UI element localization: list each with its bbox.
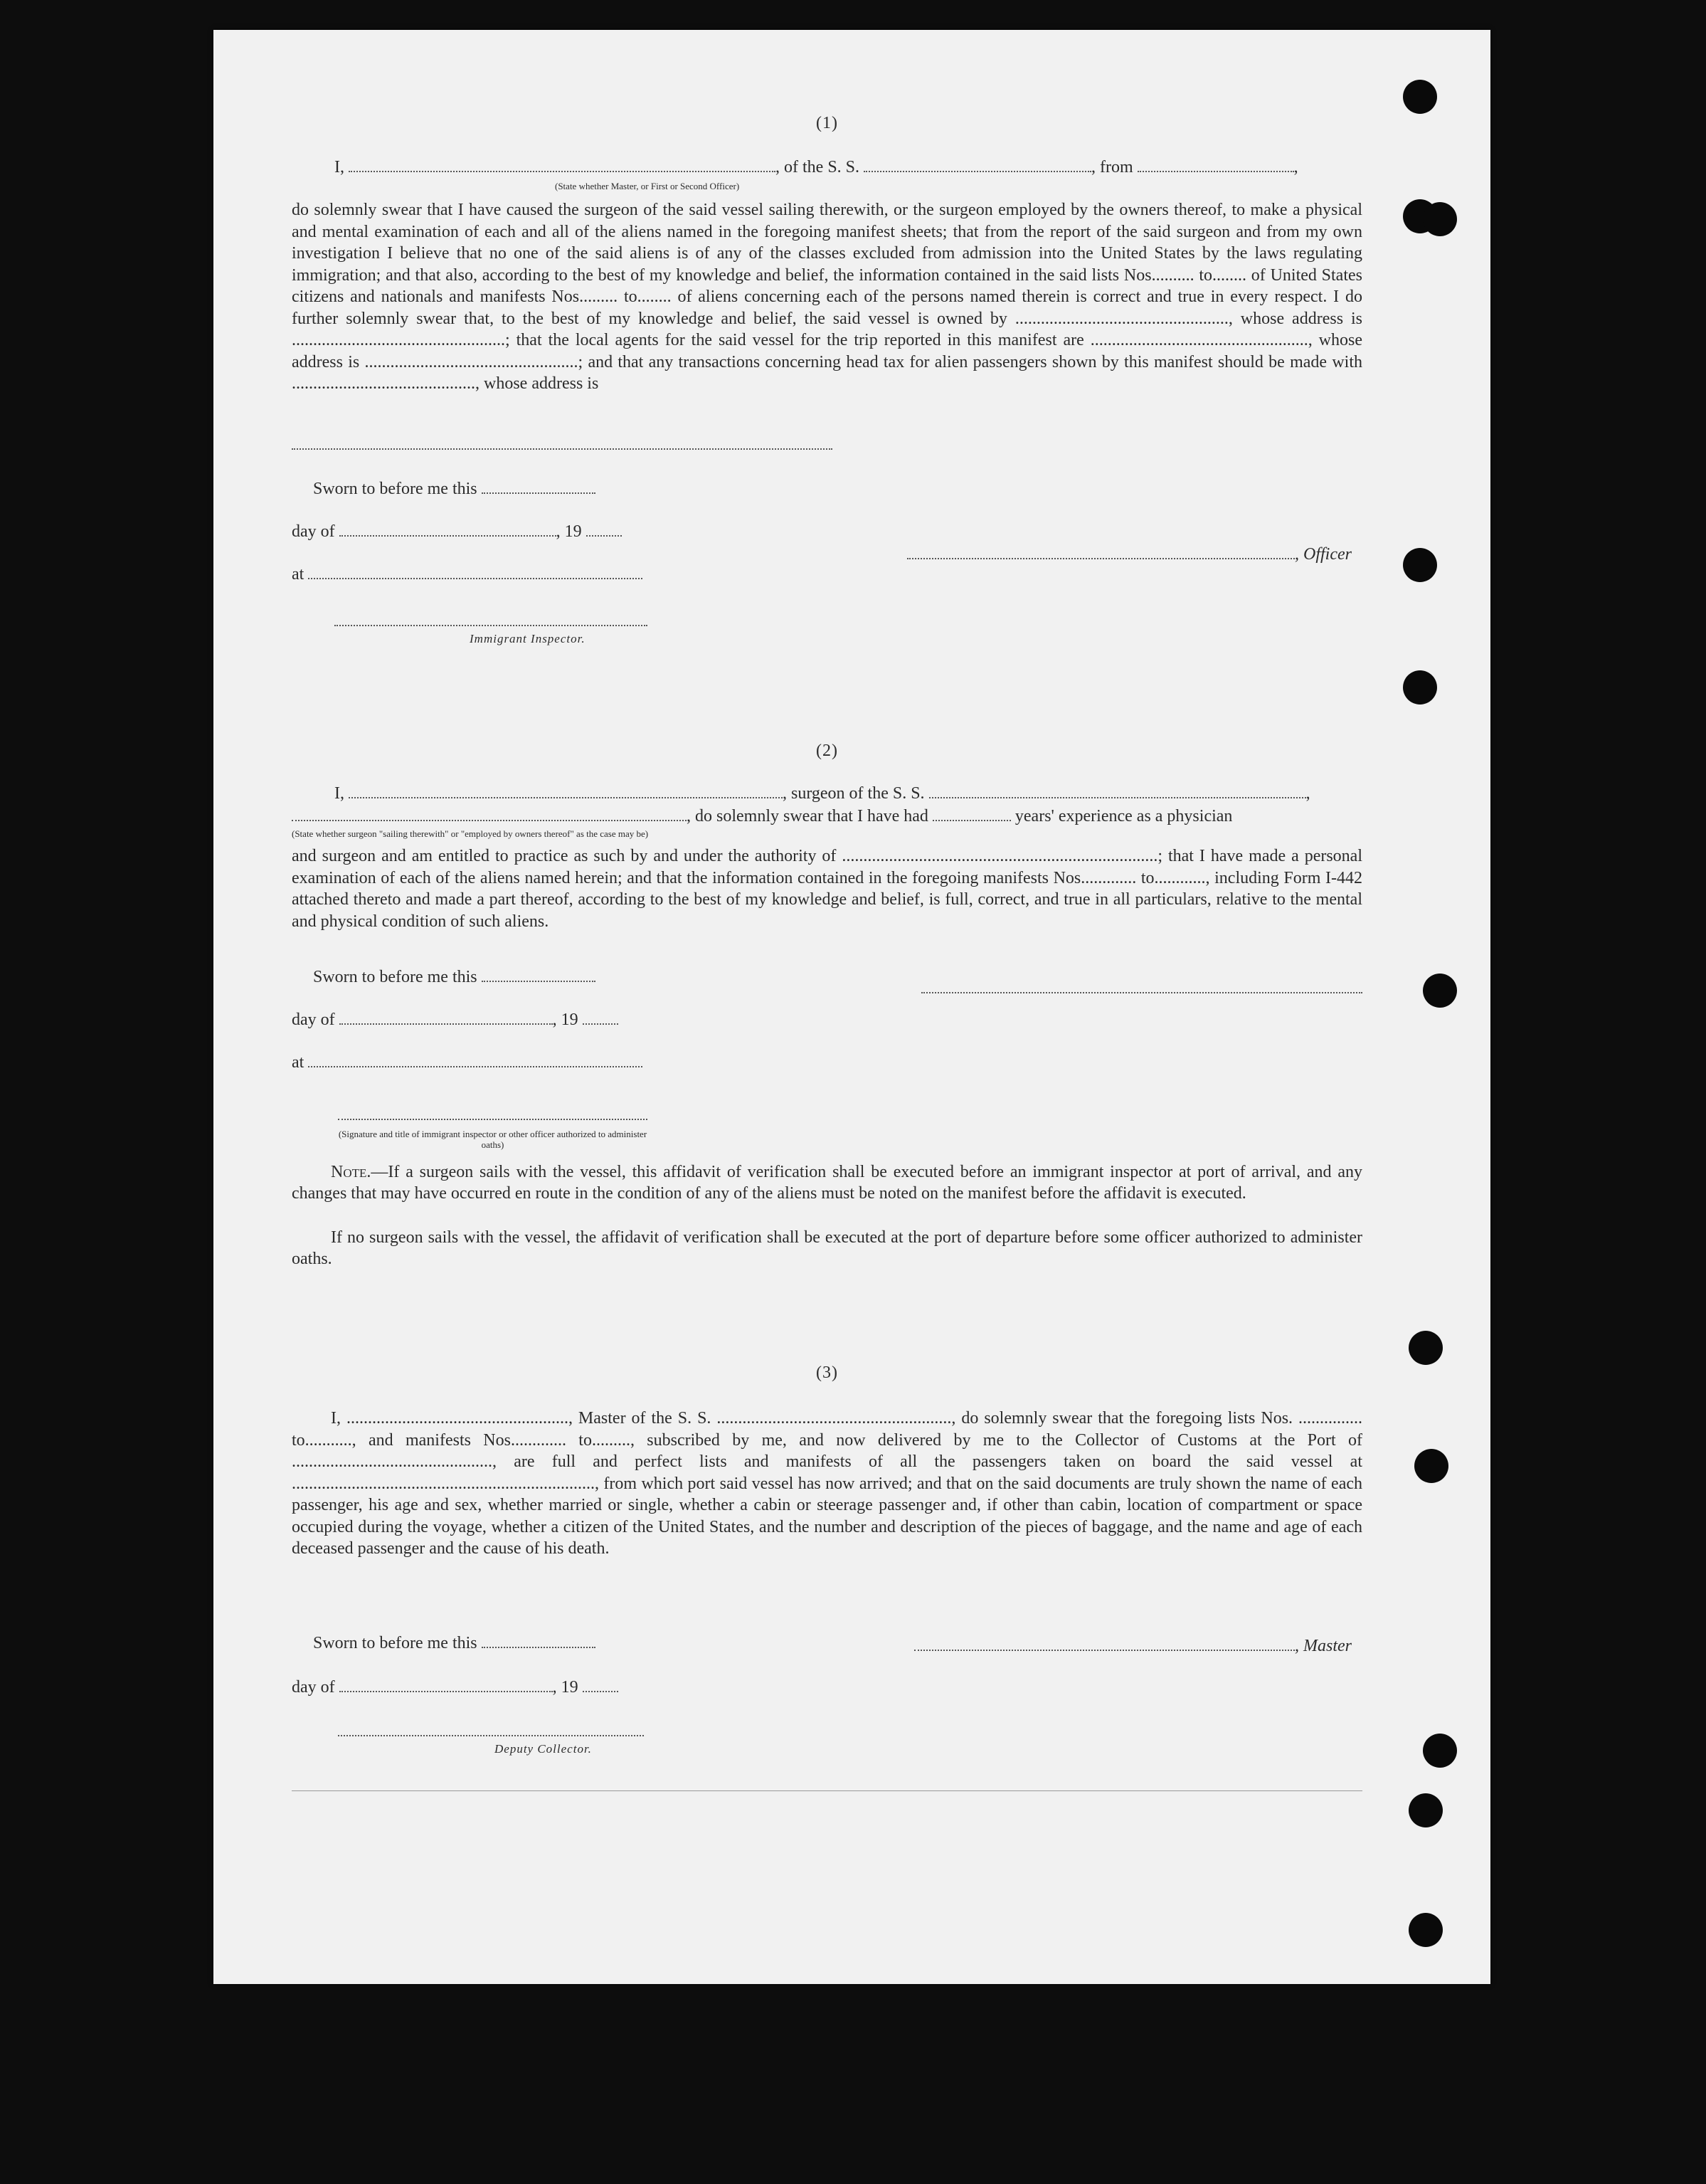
sworn-date-field[interactable] [482,966,595,982]
master-caption: (State whether Master, or First or Second Officer) [555,181,740,191]
surgeon-status-field[interactable] [292,806,687,821]
inspector-caption: Immigrant Inspector. [470,632,586,645]
binder-hole [1409,1331,1443,1365]
section-number: (3) [816,1363,838,1382]
officer-signature-field[interactable] [907,544,1295,559]
surgeon-name-field[interactable] [349,783,783,798]
day-field[interactable] [339,1677,553,1692]
year-field[interactable] [583,1009,618,1025]
binder-hole [1403,670,1437,705]
form-page [213,30,1490,1984]
day-line: day of , 19 [292,1677,618,1698]
signature-caption: (Signature and title of immigrant inspector or other officer authorized to administer oaths) [338,1129,647,1150]
binder-hole [1409,1793,1443,1827]
section-2-body: and surgeon and am entitled to practice as such by and under the authority of ..........................................................................; that I have made a personal examination of each of the aliens named herein; and that the information contained in the foregoing manifests Nos............. to............, including Form I-442 attached thereto and made a part thereof, according to the best of my knowledge and belief, is full, correct, and true in all particulars, relative to the mental and physical condition of such aliens. [292,847,1362,931]
section-2 [292,742,1362,761]
name-field[interactable] [349,157,775,172]
binder-hole [1423,1734,1457,1768]
year-field[interactable] [583,1677,618,1692]
bottom-rule [292,1790,1362,1791]
section-number: (1) [816,114,838,132]
master-signature-field[interactable] [914,1635,1295,1651]
sworn-line: Sworn to before me this [313,966,595,988]
master-line: , Master [914,1635,1352,1657]
section-3 [292,1363,1362,1383]
surgeon-line-2: , do solemnly swear that I have had years' experience as a physician [292,806,1362,827]
surgeon-vessel-field[interactable] [929,783,1306,798]
binder-hole [1403,548,1437,582]
at-field[interactable] [308,1052,642,1067]
officer-line: , Officer [907,544,1352,565]
oath-line-1: I, , of the S. S. , from , [334,158,1298,176]
day-field[interactable] [339,1009,553,1025]
deputy-caption: Deputy Collector. [494,1742,592,1756]
address-line[interactable] [292,448,832,450]
binder-hole [1423,974,1457,1008]
binder-hole [1409,1913,1443,1947]
section-1 [292,114,1362,133]
section-3-body: I, ...................................................., Master of the S. S. ......................................................., do solemnly swear that the foregoing lists Nos. ............... to..........., and manifests Nos............. to........., subscribed by me, and now delivered by me to the Collector of Customs at the Port of ..............................................., are full and perfect lists and manifests of all the passengers taken on board the said vessel at ......................................................................., from which port said vessel has now arrived; and that on the said documents are truly shown the name of each passenger, his age and sex, whether married or single, whether a cabin or steerage passenger and, if other than cabin, location of compartment or space occupied during the voyage, whether a citizen of the United States, and the number and description of the pieces of baggage, and the name and age of each deceased passenger and the cause of his death. [292,1409,1362,1558]
surgeon-caption: (State whether surgeon "sailing therewith" or "employed by owners thereof" as the case may be) [292,828,649,839]
sworn-line: Sworn to before me this [313,478,595,500]
binder-hole [1423,202,1457,236]
surgeon-line-1: I, , surgeon of the S. S. , [334,784,1310,803]
surgeon-signature-line[interactable] [921,992,1362,993]
day-field[interactable] [339,521,556,537]
binder-hole [1414,1449,1448,1483]
inspector-signature-line[interactable] [338,1119,647,1120]
day-line: day of , 19 [292,521,622,542]
note-paragraph: Note.—If a surgeon sails with the vessel, this affidavit of verification shall be executed before an immigrant inspector at port of arrival, and any changes that may have occurred en route in the condition of any of the aliens must be noted on the manifest before the affidavit is executed. [292,1163,1362,1203]
sworn-date-field[interactable] [482,478,595,494]
years-field[interactable] [933,806,1011,821]
binder-hole [1403,80,1437,114]
note-paragraph-2: If no surgeon sails with the vessel, the affidavit of verification shall be executed at the port of departure before some officer authorized to administer oaths. [292,1228,1362,1268]
at-field[interactable] [308,564,642,579]
inspector-signature-line[interactable] [334,625,647,626]
collector-signature-line[interactable] [338,1735,644,1736]
vessel-field[interactable] [864,157,1091,172]
sworn-date-field[interactable] [482,1632,595,1648]
section-number: (2) [816,742,838,760]
at-line: at [292,564,642,585]
at-line: at [292,1052,642,1073]
from-field[interactable] [1138,157,1294,172]
day-line: day of , 19 [292,1009,618,1030]
sworn-line: Sworn to before me this [313,1632,595,1654]
year-field[interactable] [586,521,622,537]
section-1-body: do solemnly swear that I have caused the surgeon of the said vessel sailing therewith, or the surgeon employed by the owners thereof, to make a physical and mental examination of each and all of the aliens named in the foregoing manifest sheets; that from the report of the said surgeon and from my own investigation I believe that no one of the said aliens is of any of the classes excluded from admission into the United States by the laws regulating immigration; and that also, according to the best of my knowledge and belief, the information contained in the said lists Nos.......... to........ of United States citizens and nationals and manifests Nos......... to........ of aliens concerning each of the persons named therein is correct and true in every respect. I do further solemnly swear that, to the best of my knowledge and belief, the said vessel is owned by .................................................., whose address is ..................................................; that the local agents for the said vessel for the trip reported in this manifest are ..................................................., whose address is ..................................................; and that any transactions concerning head tax for alien passengers shown by this manifest should be made with ..........................................., whose address is [292,201,1362,393]
